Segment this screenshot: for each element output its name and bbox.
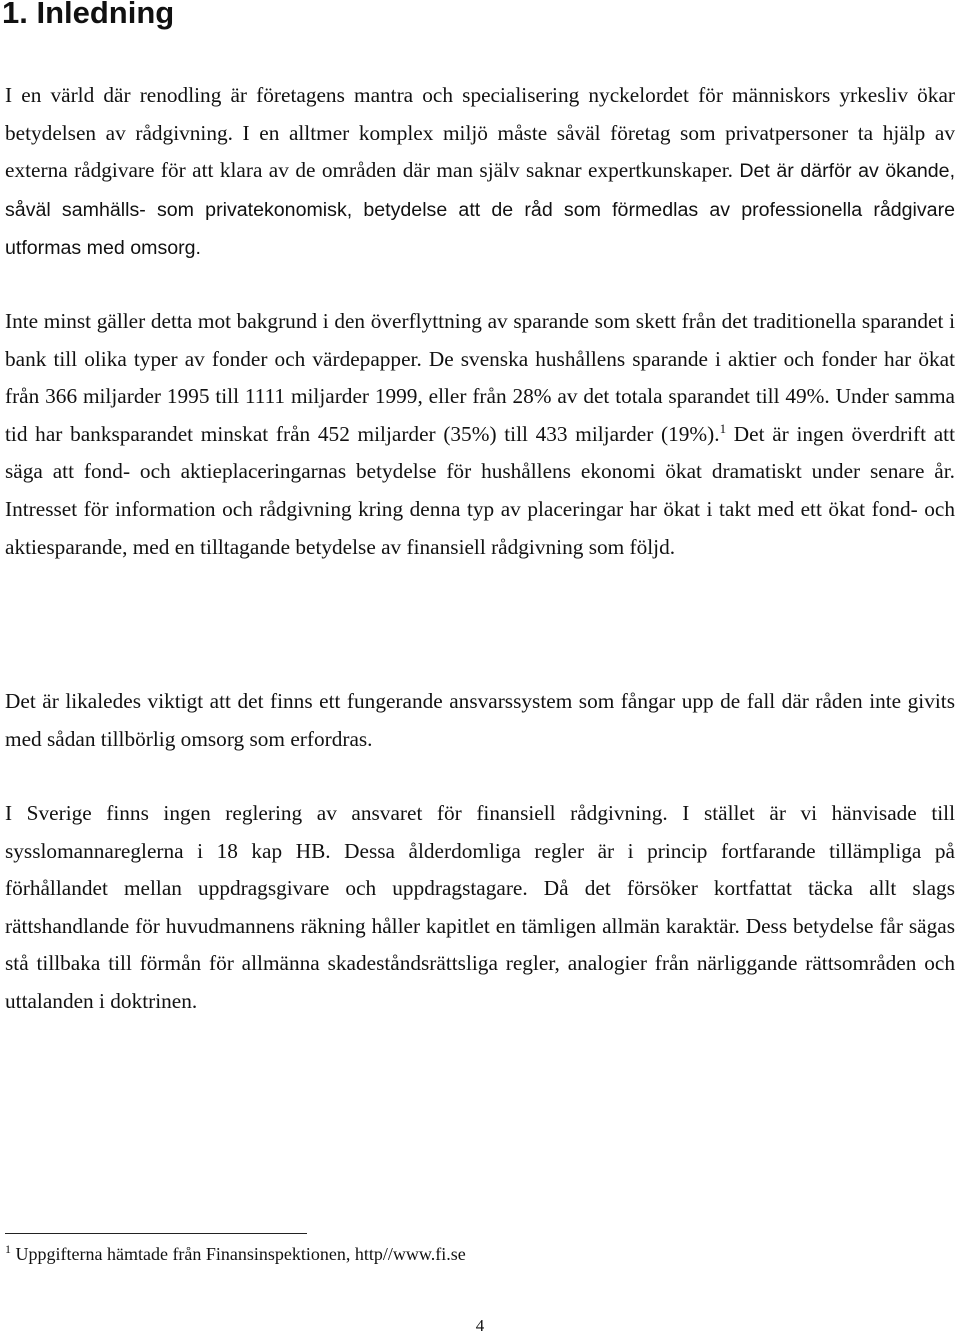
paragraph-3: Det är likaledes viktigt att det finns ett fungerande ansvarssystem som fångar upp de fall där råden inte givits med sådan tillbörlig omsorg som erfordras.	[5, 689, 955, 751]
footnote-text: Uppgifterna hämtade från Finansinspektionen, http//www.fi.se	[11, 1244, 466, 1264]
paragraph-1-text-sans: Det är därför av ökande, såväl samhälls- som privatekonomisk, betydelse att de råd som förmedlas av professionella rådgivare utformas med omsorg.	[5, 160, 956, 260]
paragraph-2-text-b: Det är ingen överdrift att säga att fond- och aktieplaceringarnas betydelse för hushållens ekonomi ökat dramatiskt under senare år. Intresset för information och rådgivning kring denna typ av placeringar har ökat i takt med ett ökat fond- och aktiesparande, med en tilltagande betydelse av finansiell rådgivning som följd.	[5, 421, 955, 559]
section-heading: 1. Inledning	[2, 0, 175, 30]
page-number: 4	[475, 1316, 485, 1335]
footnote	[5, 1242, 466, 1266]
paragraph-2	[5, 303, 955, 566]
paragraph-2-text-a: Inte minst gäller detta mot bakgrund i den överflyttning av sparande som skett från det traditionella sparandet i bank till olika typer av fonder och värdepapper. De svenska hushållens sparande i aktier och fonder har ökat från 366 miljarder 1995 till 1111 miljarder 1999, eller från 28% av det totala sparandet till 49%. Under samma tid har banksparandet minskat från 452 miljarder (35%) till 433 miljarder (19%).	[5, 309, 955, 446]
paragraph-1-text-serif: I en värld där renodling är företagens mantra och specialisering nyckelordet för människors yrkesliv ökar betydelsen av rådgivning. I en alltmer komplex miljö måste såväl företag som privatpersoner ta hjälp av externa rådgivare för att klara av de områden där man själv saknar expertkunskaper.	[5, 83, 955, 183]
footnote-marker: 1	[5, 1242, 11, 1256]
paragraph-1	[5, 77, 955, 268]
footnote-divider	[5, 1233, 307, 1234]
paragraph-4: I Sverige finns ingen reglering av ansvaret för finansiell rådgivning. I stället är vi hänvisade till sysslomannareglerna i 18 kap HB. Dessa ålderdomliga regler är i princip fortfarande tillämpliga på förhållandet mellan uppdragsgivare och uppdragstagare. Då det försöker kortfattat täcka allt slags rättshandlande för huvudmannens räkning håller kapitlet en tämligen allmän karaktär. Dess betydelse får sägas stå tillbaka till förmån för allmänna skadeståndsrättsliga regler, analogier från närliggande rättsområden och uttalanden i doktrinen.	[5, 801, 955, 1013]
footnote-reference: 1	[719, 420, 727, 436]
